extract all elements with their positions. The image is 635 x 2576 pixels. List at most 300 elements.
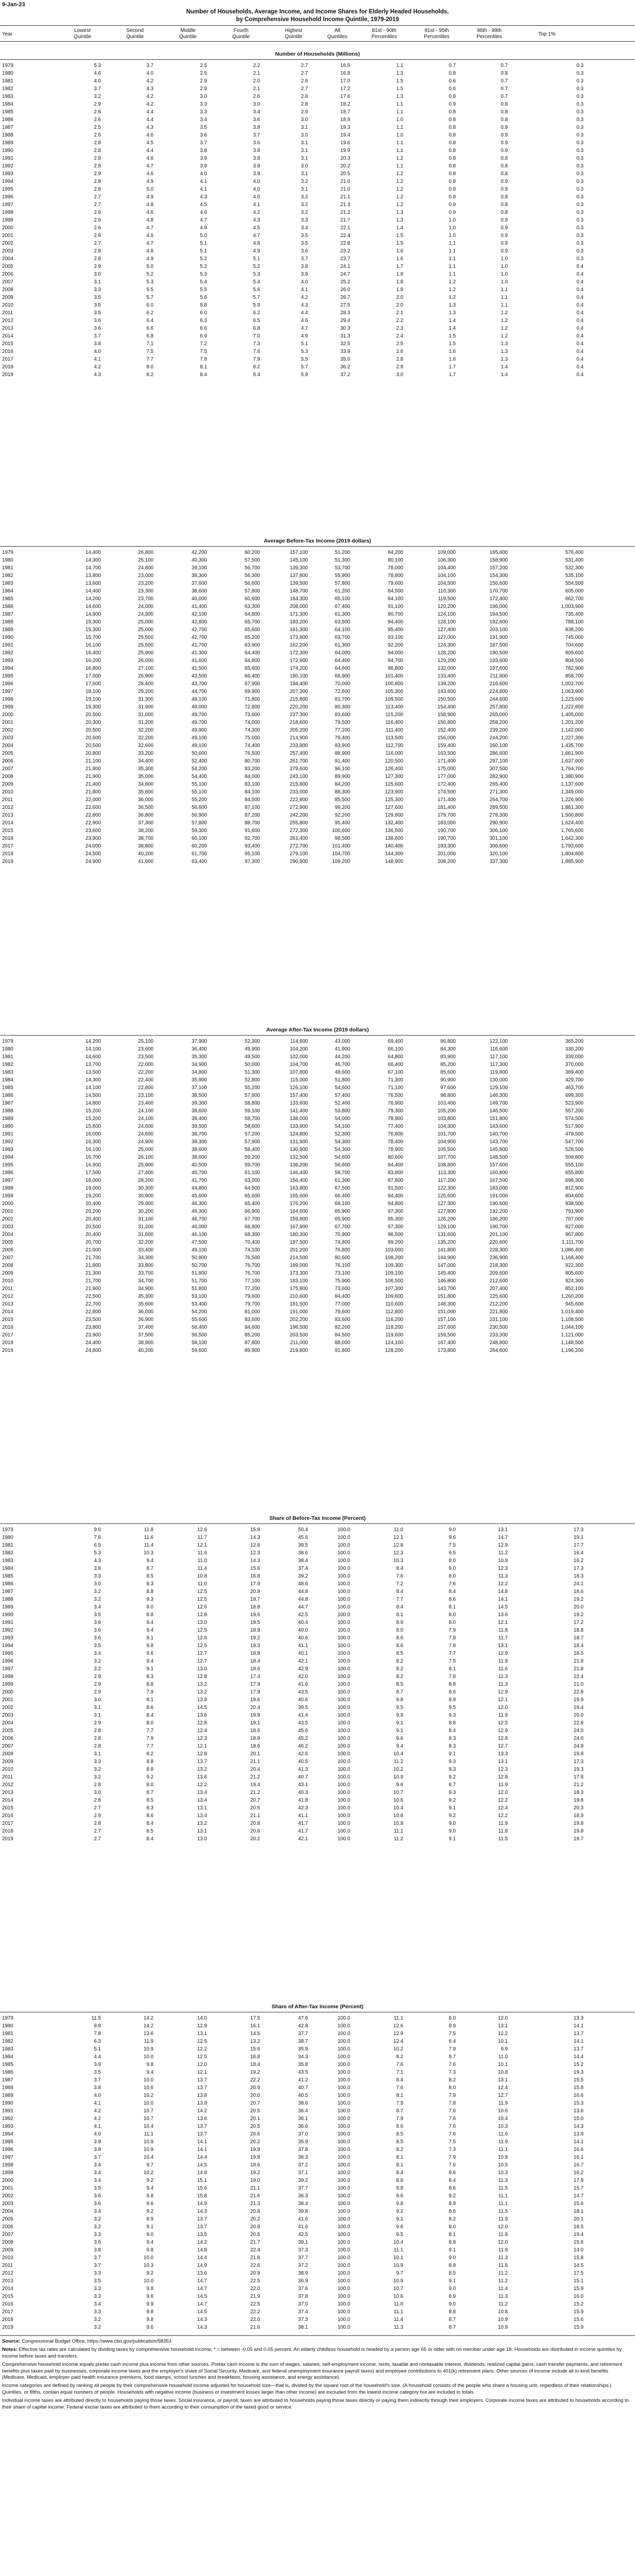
row-year: 2005	[2, 1240, 13, 1245]
cell-value: 15,300	[85, 627, 101, 633]
cell-value: 3.5	[94, 295, 101, 300]
cell-value: 12.9	[497, 1728, 508, 1734]
cell-value: 7.6	[449, 2162, 456, 2168]
cell-value: 50,600	[192, 751, 207, 756]
cell-value: 8.3	[146, 1805, 153, 1811]
table-row	[0, 209, 635, 216]
row-year: 1981	[2, 1054, 13, 1060]
table-row	[0, 301, 635, 309]
cell-value: 11.3	[498, 2255, 508, 2261]
cell-value: 7.6	[449, 2124, 456, 2129]
cell-value: 3.4	[94, 1604, 101, 1610]
cell-value: 40,300	[192, 557, 207, 563]
cell-value: 1.3	[396, 217, 403, 223]
row-year: 1995	[2, 1651, 13, 1656]
row-year: 2012	[2, 2270, 13, 2276]
cell-value: 208,200	[437, 859, 456, 865]
cell-value: 21.1	[340, 194, 350, 200]
row-year: 2012	[2, 1782, 13, 1788]
cell-value: 14.5	[250, 2031, 260, 2037]
cell-value: 10.3	[143, 2263, 153, 2268]
cell-value: 3.4	[94, 2301, 101, 2307]
cell-value: 103,400	[437, 1100, 456, 1106]
row-year: 1995	[2, 2139, 13, 2145]
cell-value: 3.0	[94, 1581, 101, 1587]
cell-value: 56,900	[192, 812, 207, 818]
cell-value: 3.1	[94, 279, 101, 285]
cell-value: 13.6	[197, 1774, 207, 1780]
cell-value: 337,300	[489, 859, 508, 865]
cell-value: 0.4	[576, 326, 583, 331]
cell-value: 63,700	[335, 635, 350, 640]
cell-value: 8.2	[396, 2147, 403, 2153]
cell-value: 9.1	[449, 2247, 456, 2253]
row-pad	[583, 232, 635, 240]
row-pad	[583, 209, 635, 216]
cell-value: 20.7	[250, 1798, 260, 1803]
cell-value: 18.6	[250, 1728, 260, 1734]
table-row	[0, 2022, 635, 2030]
cell-value: 7.6	[449, 1581, 456, 1587]
cell-value: 54,600	[335, 1155, 350, 1160]
cell-value: 11.9	[498, 1782, 508, 1788]
cell-value: 20.5	[250, 2232, 260, 2238]
cell-value: 42.3	[298, 1805, 308, 1811]
cell-value: 103,000	[385, 1247, 403, 1253]
cell-value: 113,300	[438, 1170, 456, 1176]
row-pad	[583, 2200, 635, 2208]
row-year: 2015	[2, 1317, 13, 1323]
cell-value: 0.8	[449, 163, 456, 169]
row-year: 2008	[2, 1751, 13, 1757]
cell-value: 264,600	[489, 1348, 508, 1353]
cell-value: 2.0	[396, 302, 403, 308]
cell-value: 14.4	[197, 2255, 207, 2261]
cell-value: 26,000	[138, 658, 153, 664]
cell-value: 0.7	[501, 94, 508, 99]
cell-value: 1.2	[396, 194, 403, 200]
cell-value: 1.0	[501, 279, 508, 285]
cell-value: 105,200	[437, 1108, 456, 1114]
cell-value: 37.8	[298, 2294, 308, 2299]
cell-value: 7.7	[449, 1651, 456, 1656]
cell-value: 1,063,900	[561, 689, 583, 694]
row-pad	[583, 665, 635, 672]
row-pad	[583, 1572, 635, 1580]
cell-value: 13.7	[197, 1759, 207, 1765]
cell-value: 4.9	[253, 248, 260, 254]
cell-value: 7.8	[449, 1674, 456, 1680]
cell-value: 56,600	[245, 581, 260, 586]
cell-value: 0.3	[576, 187, 583, 192]
row-pad	[583, 1657, 635, 1665]
cell-value: 14.1	[497, 1597, 508, 1602]
cell-value: 0.9	[501, 248, 508, 254]
cell-value: 22.4	[573, 1674, 583, 1680]
cell-value: 16.1	[573, 2155, 583, 2160]
cell-value: 13.7	[573, 2031, 583, 2037]
cell-value: 100.0	[337, 1651, 350, 1656]
cell-value: 38.6	[298, 2100, 308, 2106]
cell-value: 8.9	[449, 1697, 456, 1703]
cell-value: 8.9	[449, 2294, 456, 2299]
cell-value: 100.0	[337, 2147, 350, 2153]
cell-value: 100.0	[337, 2039, 350, 2044]
cell-value: 5.2	[200, 264, 207, 269]
cell-value: 127,800	[437, 1209, 456, 1214]
cell-value: 197,500	[289, 1240, 308, 1245]
row-pad	[583, 2285, 635, 2293]
row-year: 2019	[2, 1348, 13, 1353]
row-year: 1979	[2, 550, 13, 555]
cell-value: 7.9	[253, 357, 260, 362]
cell-value: 120,500	[385, 758, 403, 764]
cell-value: 0.3	[576, 63, 583, 69]
cell-value: 0.8	[449, 71, 456, 76]
cell-value: 146,300	[489, 1093, 508, 1098]
row-year: 1999	[2, 2170, 13, 2176]
section-rule-4	[0, 1523, 635, 1524]
cell-value: 5.3	[301, 349, 308, 354]
cell-value: 36,800	[138, 812, 153, 818]
cell-value: 11.6	[144, 1535, 153, 1540]
notes-text-1: Effective tax rates are calculated by dividing taxes by comprehensive household income; * = between -0.05 and 0.05 percent. An elderly childless household is headed by a person age 65 or older with no member under age 18. Households are distributed in income quintiles by income before taxes and transfers.	[2, 2347, 622, 2359]
cell-value: 0.9	[449, 210, 456, 215]
cell-value: 8.2	[146, 372, 153, 378]
cell-value: 40.5	[298, 1759, 308, 1765]
cell-value: 2.8	[94, 140, 101, 146]
cell-value: 11.2	[498, 2301, 508, 2307]
cell-value: 12.0	[497, 1705, 508, 1710]
cell-value: 25,100	[138, 1039, 153, 1044]
row-year: 1990	[2, 1612, 13, 1618]
row-pad	[583, 2138, 635, 2146]
row-pad	[583, 634, 635, 641]
cell-value: 4.1	[301, 287, 308, 293]
cell-value: 6.2	[253, 310, 260, 316]
cell-value: 100.0	[337, 2131, 350, 2137]
row-pad	[583, 726, 635, 734]
row-year: 2015	[2, 341, 13, 347]
cell-value: 55,600	[192, 1317, 207, 1323]
cell-value: 63,300	[245, 604, 260, 609]
cell-value: 1,223,600	[561, 697, 583, 702]
cell-value: 38,700	[192, 1131, 207, 1137]
table-row	[0, 286, 635, 294]
section-table-4	[0, 1526, 635, 1843]
cell-value: 31,100	[138, 1216, 153, 1222]
cell-value: 41.7	[298, 1821, 308, 1826]
cell-value: 104,200	[289, 1046, 308, 1052]
cell-value: 95,400	[335, 820, 350, 826]
cell-value: 1.2	[396, 187, 403, 192]
row-pad	[583, 1092, 635, 1099]
cell-value: 56,300	[245, 573, 260, 579]
cell-value: 14.4	[573, 2054, 583, 2060]
row-year: 1998	[2, 1674, 13, 1680]
cell-value: 14,700	[85, 565, 101, 571]
cell-value: 42,100	[192, 612, 207, 617]
row-year: 2006	[2, 1736, 13, 1741]
cell-value: 22,800	[138, 1085, 153, 1091]
cell-value: 12.2	[497, 2031, 508, 2037]
table-row	[0, 270, 635, 278]
cell-value: 46,300	[192, 1201, 207, 1207]
cell-value: 33,400	[138, 1247, 153, 1253]
table-row	[0, 2154, 635, 2161]
cell-value: 0.8	[449, 148, 456, 154]
cell-value: 25,000	[138, 627, 153, 633]
table-row	[0, 703, 635, 711]
cell-value: 10.6	[393, 1798, 403, 1803]
cell-value: 8.8	[146, 1612, 153, 1618]
table-row	[0, 93, 635, 100]
cell-value: 11.7	[197, 1535, 207, 1540]
cell-value: 5.3	[200, 272, 207, 277]
cell-value: 3.7	[94, 86, 101, 92]
table-row	[0, 1084, 635, 1092]
section-title-4: Share of Before-Tax Income (Percent)	[269, 1515, 366, 1521]
row-year: 2008	[2, 287, 13, 293]
cell-value: 12.5	[197, 1643, 207, 1649]
table-row	[0, 263, 635, 270]
cell-value: 37.7	[298, 2185, 308, 2191]
cell-value: 19.3	[250, 1643, 260, 1649]
cell-value: 21.1	[250, 1759, 260, 1765]
cell-value: 51,300	[245, 1070, 260, 1075]
cell-value: 5.5	[301, 357, 308, 362]
header-col-8-line1: 91st - 95th	[424, 28, 449, 33]
cell-value: 13.5	[197, 2232, 207, 2238]
cell-value: 124,100	[385, 1340, 403, 1346]
cell-value: 10.2	[393, 1767, 403, 1772]
cell-value: 24,000	[85, 843, 101, 849]
cell-value: 3.8	[94, 341, 101, 347]
cell-value: 65,100	[335, 596, 350, 602]
cell-value: 37.8	[298, 2147, 308, 2153]
cell-value: 19.6	[340, 140, 350, 146]
cell-value: 12.6	[197, 1527, 207, 1533]
row-pad	[583, 1347, 635, 1354]
cell-value: 101,700	[437, 1131, 456, 1137]
cell-value: 36,900	[138, 1317, 153, 1323]
table-row	[0, 1115, 635, 1123]
table-row	[0, 1534, 635, 1541]
cell-value: 11.1	[498, 2147, 508, 2153]
cell-value: 23,800	[85, 1325, 101, 1330]
cell-value: 11.1	[393, 2309, 403, 2315]
cell-value: 14.3	[250, 1535, 260, 1540]
cell-value: 67,100	[388, 1070, 403, 1075]
row-year: 1997	[2, 202, 13, 208]
cell-value: 3.2	[94, 1658, 101, 1664]
row-year: 2012	[2, 1294, 13, 1299]
cell-value: 173,800	[437, 1348, 456, 1353]
row-pad	[583, 1223, 635, 1231]
cell-value: 31,200	[138, 720, 153, 725]
table-row	[0, 1161, 635, 1169]
row-pad	[583, 255, 635, 263]
section-rule-3	[0, 1035, 635, 1036]
cell-value: 106,500	[385, 1278, 403, 1284]
table-title-line2: by Comprehensive Household Income Quintile, 1979-2019	[236, 16, 399, 23]
cell-value: 662,700	[565, 596, 583, 602]
row-pad	[583, 2061, 635, 2069]
cell-value: 11.9	[498, 2247, 508, 2253]
cell-value: 22,500	[85, 1294, 101, 1299]
cell-value: 23.2	[340, 248, 350, 254]
cell-value: 24,100	[138, 1108, 153, 1114]
notes-paragraph-4: Individual income taxes are attributed directly to households paying those taxes. Social insurance, or payroll, taxes are attributed to households paying those taxes directly or paying them indirectly through their employers. Corporate income taxes are attributed to households according to their share of capital income. Federal excise taxes are attributed to them according to their consumption of the taxed good or service.	[2, 2398, 629, 2410]
row-pad	[583, 1084, 635, 1092]
table-row	[0, 1611, 635, 1619]
row-year: 1988	[2, 132, 13, 138]
table-row	[0, 193, 635, 201]
cell-value: 8.8	[146, 1767, 153, 1772]
row-pad	[583, 2014, 635, 2022]
row-year: 1983	[2, 94, 13, 99]
table-row	[0, 672, 635, 680]
cell-value: 22.8	[340, 241, 350, 246]
row-pad	[583, 2169, 635, 2177]
cell-value: 39.5	[298, 1705, 308, 1710]
cell-value: 5.4	[253, 279, 260, 285]
cell-value: 20.1	[250, 1751, 260, 1757]
cell-value: 202,200	[289, 1317, 308, 1323]
cell-value: 19.5	[250, 1620, 260, 1625]
cell-value: 53,700	[335, 565, 350, 571]
cell-value: 16.8	[250, 2054, 260, 2060]
cell-value: 2.5	[200, 71, 207, 76]
cell-value: 11.8	[498, 1828, 508, 1834]
cell-value: 9.4	[146, 2070, 153, 2075]
cell-value: 0.4	[576, 272, 583, 277]
cell-value: 7.6	[449, 2116, 456, 2122]
table-row	[0, 371, 635, 379]
row-pad	[583, 1339, 635, 1347]
cell-value: 0.3	[576, 125, 583, 130]
cell-value: 1.7	[449, 364, 456, 370]
cell-value: 138,600	[385, 836, 403, 841]
row-pad	[583, 317, 635, 325]
cell-value: 5.1	[94, 2046, 101, 2052]
cell-value: 173,300	[289, 1270, 308, 1276]
row-pad	[583, 1696, 635, 1704]
cell-value: 54,400	[192, 774, 207, 779]
cell-value: 100.0	[337, 2155, 350, 2160]
cell-value: 131,600	[437, 1232, 456, 1238]
cell-value: 89,900	[245, 1348, 260, 1353]
cell-value: 84,200	[335, 782, 350, 787]
cell-value: 4.0	[94, 78, 101, 84]
cell-value: 3.1	[94, 1705, 101, 1710]
cell-value: 9.2	[449, 1774, 456, 1780]
cell-value: 24,900	[138, 1139, 153, 1145]
cell-value: 2.8	[94, 1743, 101, 1749]
cell-value: 103,800	[437, 1116, 456, 1122]
cell-value: 271,300	[489, 789, 508, 795]
cell-value: 0.3	[576, 86, 583, 92]
row-pad	[583, 1239, 635, 1246]
cell-value: 1.0	[396, 132, 403, 138]
cell-value: 40.4	[298, 1620, 308, 1625]
cell-value: 15.8	[197, 2193, 207, 2199]
cell-value: 50,800	[192, 1255, 207, 1261]
cell-value: 34,700	[138, 1278, 153, 1284]
cell-value: 107,700	[437, 1155, 456, 1160]
cell-value: 3.0	[94, 272, 101, 277]
cell-value: 24.7	[340, 272, 350, 277]
cell-value: 124,800	[289, 1131, 308, 1137]
table-row	[0, 2200, 635, 2208]
cell-value: 14,200	[85, 1039, 101, 1044]
table-row	[0, 2069, 635, 2076]
cell-value: 3.6	[94, 2240, 101, 2245]
row-year: 2000	[2, 2178, 13, 2183]
cell-value: 119,500	[438, 596, 456, 602]
cell-value: 9.2	[396, 2209, 403, 2214]
cell-value: 21,700	[85, 1278, 101, 1284]
cell-value: 1,002,700	[561, 681, 583, 687]
cell-value: 13.2	[197, 1689, 207, 1695]
cell-value: 53,100	[192, 1294, 207, 1299]
cell-value: 74,800	[335, 1240, 350, 1245]
cell-value: 151,000	[437, 1309, 456, 1315]
row-year: 1989	[2, 1604, 13, 1610]
cell-value: 655,800	[565, 1170, 583, 1176]
row-year: 1992	[2, 1139, 13, 1145]
cell-value: 18.9	[340, 117, 350, 123]
cell-value: 54,300	[335, 1139, 350, 1145]
cell-value: 7.7	[146, 357, 153, 362]
cell-value: 63,000	[245, 1178, 260, 1183]
cell-value: 25,900	[138, 650, 153, 656]
cell-value: 0.7	[501, 63, 508, 69]
cell-value: 33.9	[340, 349, 350, 354]
cell-value: 201,200	[289, 1247, 308, 1253]
row-pad	[583, 332, 635, 340]
cell-value: 13.1	[497, 2023, 508, 2029]
cell-value: 0.3	[576, 94, 583, 99]
cell-value: 7.5	[449, 1543, 456, 1548]
row-year: 2013	[2, 2278, 13, 2284]
table-row	[0, 178, 635, 185]
cell-value: 190,700	[437, 836, 456, 841]
cell-value: 10.0	[143, 2054, 153, 2060]
cell-value: 22.4	[340, 233, 350, 239]
cell-value: 0.8	[449, 109, 456, 115]
cell-value: 80,600	[388, 1155, 403, 1160]
cell-value: 53,800	[335, 1108, 350, 1114]
table-row	[0, 2285, 635, 2293]
row-pad	[583, 788, 635, 796]
cell-value: 8.7	[396, 2108, 403, 2114]
cell-value: 1,380,900	[561, 774, 583, 779]
cell-value: 116,600	[490, 1046, 508, 1052]
cell-value: 8.0	[449, 1573, 456, 1579]
row-pad	[583, 773, 635, 781]
cell-value: 20,400	[85, 1216, 101, 1222]
cell-value: 209,600	[489, 1270, 508, 1276]
row-year: 1991	[2, 1620, 13, 1625]
table-row	[0, 162, 635, 170]
table-row	[0, 1619, 635, 1626]
cell-value: 12.9	[497, 1689, 508, 1695]
table-row	[0, 2177, 635, 2184]
table-row	[0, 1565, 635, 1572]
cell-value: 31,300	[138, 697, 153, 702]
cell-value: 5.6	[253, 287, 260, 293]
